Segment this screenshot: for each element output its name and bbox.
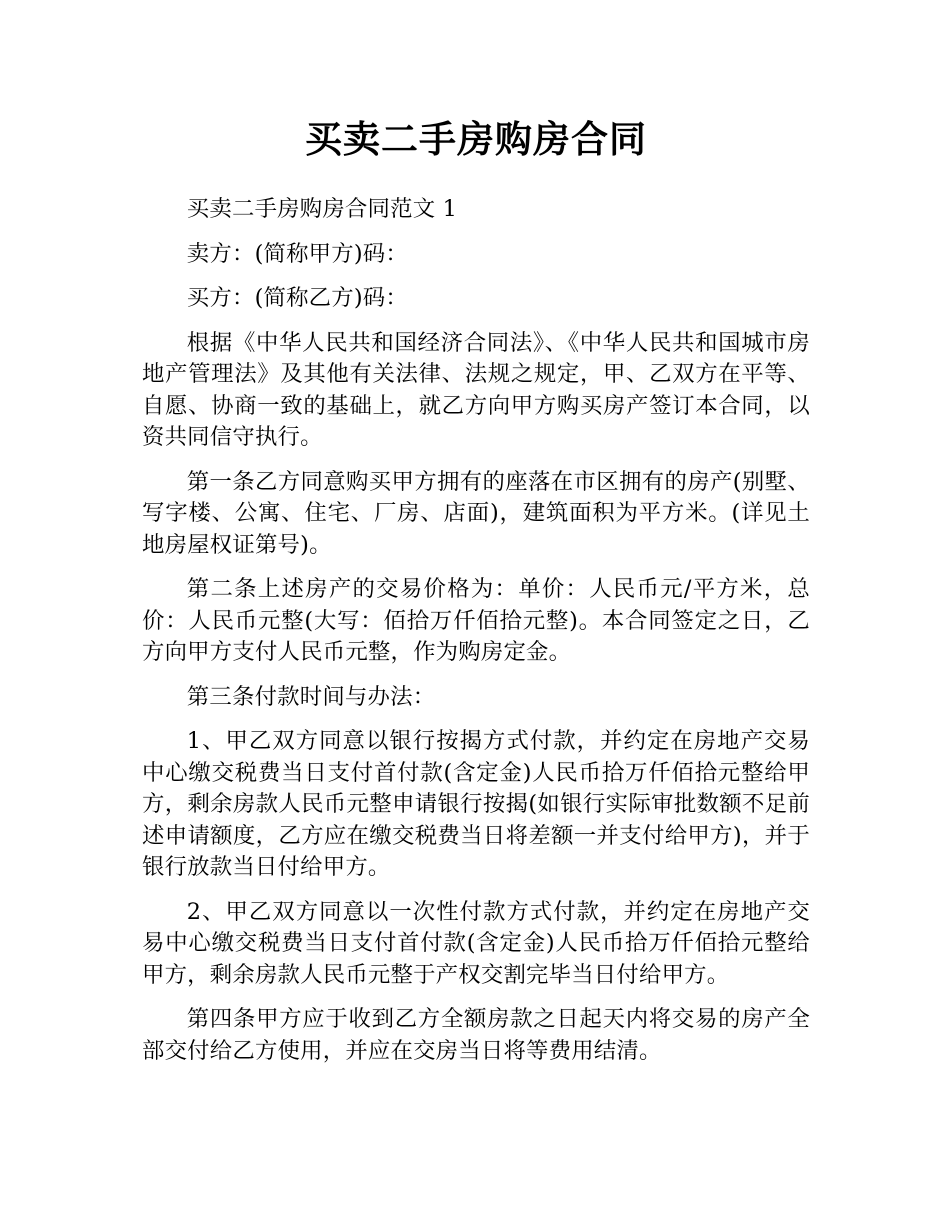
paragraph-article-2: 第二条上述房产的交易价格为：单价：人民币元/平方米，总价：人民币元整(大写：佰拾万仟佰拾元整)。本合同签定之日，乙方向甲方支付人民币元整，作为购房定金。 [142, 576, 810, 665]
document-title: 买卖二手房购房合同 [305, 118, 647, 161]
paragraph-article-1: 第一条乙方同意购买甲方拥有的座落在市区拥有的房产(别墅、写字楼、公寓、住宅、厂房、店面)，建筑面积为平方米。(详见土地房屋权证第号)。 [142, 468, 810, 558]
paragraph-preamble: 根据《中华人民共和国经济合同法》、《中华人民共和国城市房地产管理法》及其他有关法律、法规之规定，甲、乙双方在平等、自愿、协商一致的基础上，就乙方向甲方购买房产签订本合同，以资共同信守执行。 [142, 329, 810, 450]
paragraph-article-3: 第三条付款时间与办法： [186, 683, 436, 710]
paragraph-seller: 卖方：(简称甲方)码： [186, 240, 408, 267]
paragraph-buyer: 买方：(简称乙方)码： [186, 285, 408, 311]
paragraph-article-3-item-1: 1、甲乙双方同意以银行按揭方式付款，并约定在房地产交易中心缴交税费当日支付首付款(含定金)人民币拾万仟佰拾元整给甲方，剩余房款人民币元整申请银行按揭(如银行实际审批数额不足前述申请额度，乙方应在缴交税费当日将差额一并支付给甲方)，并于银行放款当日付给甲方。 [142, 728, 810, 880]
paragraph-subtitle: 买卖二手房购房合同范文 1 [186, 196, 458, 222]
paragraph-article-4: 第四条甲方应于收到乙方全额房款之日起天内将交易的房产全部交付给乙方使用，并应在交房当日将等费用结清。 [142, 1006, 810, 1064]
paragraph-article-3-item-2: 2、甲乙双方同意以一次性付款方式付款，并约定在房地产交易中心缴交税费当日支付首付款(含定金)人民币拾万仟佰拾元整给甲方，剩余房款人民币元整于产权交割完毕当日付给甲方。 [142, 898, 810, 988]
